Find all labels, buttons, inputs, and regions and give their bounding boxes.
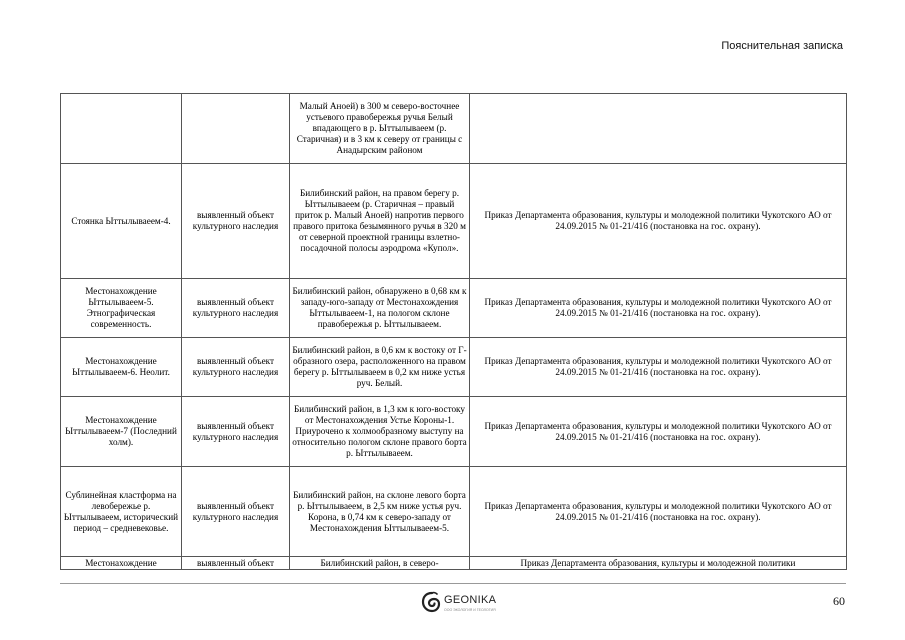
object-location-cell: Билибинский район, обнаружено в 0,68 км к западу-юго-западу от Местонахождения Ыттылываеем-1, на пологом склоне правобережья р. Ыттылываеем.	[290, 279, 470, 338]
object-location-cell: Малый Аноей) в 300 м северо-восточнее устьевого правобережья ручья Белый впадающего в р. Ыттылываеем (р. Старичная) и в 3 км к северу от границы с Анадырским районом	[290, 94, 470, 164]
object-name-cell: Местонахождение	[61, 557, 182, 570]
object-document-cell: Приказ Департамента образования, культуры и молодежной политики Чукотского АО от 24.09.2015 № 01-21/416 (постановка на гос. охрану).	[470, 397, 847, 467]
object-name-cell: Сублинейная кластформа на левобережье р. Ыттылываеем, исторический период – средневековье.	[61, 467, 182, 557]
object-document-cell: Приказ Департамента образования, культуры и молодежной политики Чукотского АО от 24.09.2015 № 01-21/416 (постановка на гос. охрану).	[470, 467, 847, 557]
geonika-logo	[421, 590, 496, 613]
object-category-cell: выявленный объект культурного наследия	[182, 338, 290, 397]
object-name-cell: Местонахождение Ыттылываеем-7 (Последний холм).	[61, 397, 182, 467]
object-document-cell: Приказ Департамента образования, культуры и молодежной политики Чукотского АО от 24.09.2015 № 01-21/416 (постановка на гос. охрану).	[470, 338, 847, 397]
object-document-cell: Приказ Департамента образования, культуры и молодежной политики Чукотского АО от 24.09.2015 № 01-21/416 (постановка на гос. охрану).	[470, 164, 847, 279]
object-category-cell: выявленный объект культурного наследия	[182, 279, 290, 338]
table-row	[61, 279, 847, 338]
object-category-cell: выявленный объект культурного наследия	[182, 164, 290, 279]
table-row	[61, 397, 847, 467]
page-number: 60	[833, 594, 845, 608]
object-name-cell: Стоянка Ыттылываеем-4.	[61, 164, 182, 279]
object-name-cell: Местонахождение Ыттылываеем-6. Неолит.	[61, 338, 182, 397]
object-document-cell: Приказ Департамента образования, культуры и молодежной политики Чукотского АО от 24.09.2015 № 01-21/416 (постановка на гос. охрану).	[470, 279, 847, 338]
logo-tagline: ООО ЭКОЛОГИЯ И ГЕОЛОГИЯ	[444, 608, 496, 612]
object-category-cell: выявленный объект культурного наследия	[182, 467, 290, 557]
object-location-cell: Билибинский район, в северо-	[290, 557, 470, 570]
object-location-cell: Билибинский район, на правом берегу р. Ыттылываеем (р. Старичная – правый приток р. Малый Аноей) напротив первого правого притока безымянного ручья в 320 м от северной проектной границы взлетно-посадочной полосы аэродрома «Купол».	[290, 164, 470, 279]
object-category-cell: выявленный объект культурного наследия	[182, 397, 290, 467]
object-document-cell	[470, 94, 847, 164]
page-header-title: Пояснительная записка	[721, 40, 843, 52]
object-category-cell: выявленный объект	[182, 557, 290, 570]
object-location-cell: Билибинский район, в 1,3 км к юго-востоку от Местонахождения Устье Короны-1. Приурочено к холмообразному выступу на относительно пологом склоне правого борта р. Ыттылываеем.	[290, 397, 470, 467]
heritage-objects-table	[60, 93, 847, 570]
object-name-cell	[61, 94, 182, 164]
object-category-cell	[182, 94, 290, 164]
table-row	[61, 164, 847, 279]
table-row	[61, 557, 847, 570]
object-name-cell: Местонахождение Ыттылываеем-5. Этнографическая современность.	[61, 279, 182, 338]
table-row	[61, 338, 847, 397]
object-document-cell: Приказ Департамента образования, культуры и молодежной политики	[470, 557, 847, 570]
logo-text: GEONIKA	[444, 594, 497, 606]
geonika-spiral-icon	[421, 591, 441, 613]
table-row	[61, 94, 847, 164]
object-location-cell: Билибинский район, на склоне левого борта р. Ыттылываеем, в 2,5 км ниже устья руч. Корона, в 0,74 км к северо-западу от Местонахождения Ыттылываеем-5.	[290, 467, 470, 557]
object-location-cell: Билибинский район, в 0,6 км к востоку от Г-образного озера, расположенного на правом берегу р. Ыттылываеем в 0,2 км ниже устья руч. Белый.	[290, 338, 470, 397]
footer-divider	[60, 583, 846, 584]
table-row	[61, 467, 847, 557]
